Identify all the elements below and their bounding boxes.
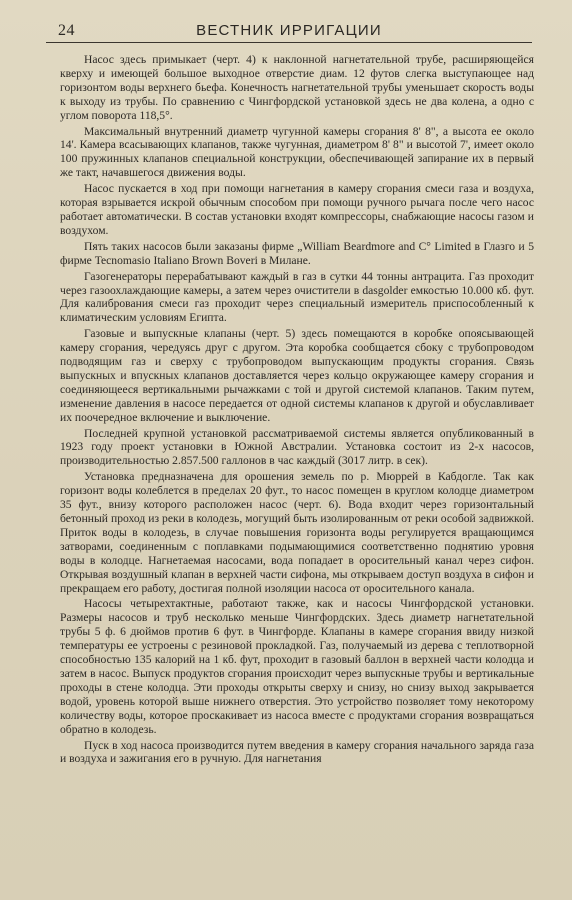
paragraph: Пуск в ход насоса производится путем введения в камеру сгорания начального заряда газа и воздуха и зажигания его в ручную. Для нагнетания [60,738,534,766]
paragraph: Насосы четырехтактные, работают также, как и насосы Чингфордской установки. Размеры насосов и труб несколько меньше Чингфордских. Здесь диаметр нагнетательной трубы 5 ф. 6 дюймов против 6 фут. в Чингфорде. Клапаны в камере сгорания ввиду низкой температуры ее устроены с резиновой прокладкой. Газ, получаемый из дерева с теплотворной способностью 135 калорий на 1 кб. фут, проходит в газовый баллон в верхней части колодца и затем в насос. Выпуск продуктов сгорания происходит через выпускные трубы и вертикальные проходы в стене колодца. Эти проходы открыты сверху и снизу, но снизу выход закрывается водой, уровень которой выше нижнего отверстия. Это устройство позволяет тому некоторому количеству воды, которое проскакивает из насоса вместе с продуктами сгорания возвращаться обратно в колодезь. [60,597,534,736]
paragraph: Газогенераторы перерабатывают каждый в газ в сутки 44 тонны антрацита. Газ проходит через газоохлаждающие камеры, а затем через очистители в dasgolder емкостью 10.000 кб. фут. Для калибрования смеси газ проходит через специальный измеритель приспособленный к климатическим условиям Египта. [60,269,534,325]
page-number: 24 [58,22,75,39]
paragraph: Пять таких насосов были заказаны фирме „William Beardmore and C° Limited в Глазго и 5 фирме Tecnomasio Italiano Brown Boveri в Милане. [60,239,534,267]
paragraph: Максимальный внутренний диаметр чугунной камеры сгорания 8' 8", а высота ее около 14'. Камера всасывающих клапанов, также чугунная, диаметром 8' 8" и высотой 7', имеет около 100 пружинных клапанов специальной конструкции, обеспечивающей запирание их в первый же такт, начавшегося движения воды. [60,124,534,180]
running-header [46,18,532,43]
paragraph: Установка предназначена для орошения земель по р. Мюррей в Кабдогле. Так как горизонт воды колеблется в пределах 20 фут., то насос помещен в круглом колодце диаметром 35 фут., внизу которого расположен насос (черт. 6). Вода входит через горизонтальный бетонный проход из реки в колодезь, могущий быть изолированным от реки особой задвижкой. Приток воды в колодезь, в случае повышения горизонта воды регулируется вращающимся затворами, соединенным с поплавками подымающимися соответственно поднятию уровня воды в колодце. Нагнетаемая насосами, вода попадает в оросительный канал через сифон. Открывая воздушный клапан в верхней части сифона, мы открываем доступ воздуха в сифон и прекращаем его работу, достигая полной изоляции насоса от оросительного канала. [60,470,534,595]
paragraph: Насос здесь примыкает (черт. 4) к наклонной нагнетательной трубе, расширяющейся кверху и имеющей большое выходное отверстие диам. 12 футов слегка выступающее над горизонтом воды верхнего бьефа. Конечность нагнетательной трубы уменьшает скорость воды к выходу из трубы. По сравнению с Чингфордской установкой здесь не два колена, а одно с углом поворота 118,5°. [60,53,534,122]
paragraph: Насос пускается в ход при помощи нагнетания в камеру сгорания смеси газа и воздуха, которая взрывается искрой обычным способом при помощи ручного рычага после чего насос работает автоматически. В состав установки входят компрессоры, снабжающие насосы газом и воздухом. [60,182,534,237]
article-body [60,53,534,768]
journal-title: ВЕСТНИК ИРРИГАЦИИ [196,22,382,39]
paragraph: Газовые и выпускные клапаны (черт. 5) здесь помещаются в коробке опоясывающей камеру сгорания, чередуясь друг с другом. Эта коробка сообщается сбоку с трубопроводом подводящим газ и сверху с трубопроводом выпускающим продукты сгорания. Связь выпускных и впускных клапанов доставляется через кольцо окружающее камеру сгорания и соединяющееся вертикальными рычажками с той и другой системой клапанов. Таким путем, изменение давления в насосе передается от одной системы клапанов к другой и обуславливает их поочередное включение и выключение. [60,327,534,424]
paragraph: Последней крупной установкой рассматриваемой системы является опубликованный в 1923 году проект установки в Южной Австралии. Установка состоит из 2-х насосов, производительностью 2.857.500 галлонов в час каждый (3017 литр. в сек). [60,426,534,468]
